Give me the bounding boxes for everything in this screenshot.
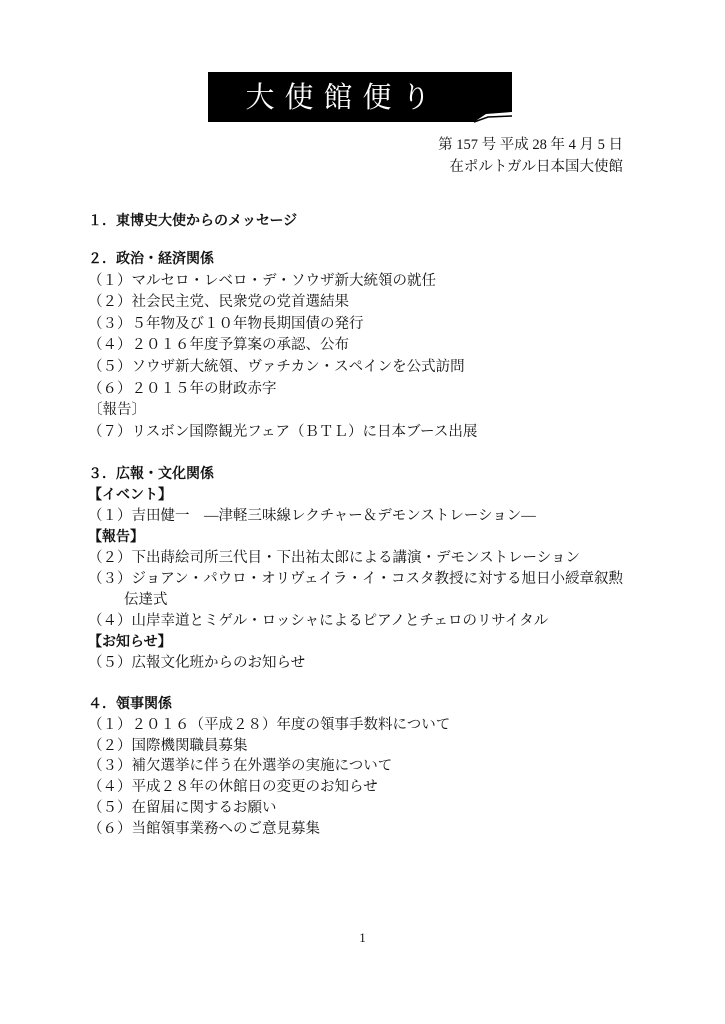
toc-item: 伝達式 <box>124 592 168 608</box>
issue-date: 第 157 号 平成 28 年 4 月 5 日 <box>438 137 623 153</box>
toc-item: （２）国際機関職員募集 <box>88 737 248 754</box>
toc-item: （１）マルセロ・レベロ・デ・ソウザ新大統領の就任 <box>88 272 436 289</box>
section-2 <box>88 249 477 443</box>
toc-item: （４）平成２８年の休館日の変更のお知らせ <box>88 779 378 796</box>
page-number: 1 <box>359 930 366 945</box>
section-heading: ４．領事関係 <box>88 696 172 712</box>
subsection-label: 【お知らせ】 <box>88 634 172 650</box>
toc-item: （６）当館領事業務へのご意見募集 <box>88 820 320 837</box>
toc-item: （１）２０１６（平成２８）年度の領事手数料について <box>88 716 451 733</box>
section-heading: １．東博史大使からのメッセージ <box>88 213 298 229</box>
section-3 <box>88 464 623 674</box>
section-heading: ３．広報・文化関係 <box>88 466 214 482</box>
toc-item: （５）ソウザ新大統領、ヴァチカン・スペインを公式訪問 <box>88 358 465 375</box>
toc-item: （６）２０１５年の財政赤字 <box>88 380 277 397</box>
toc-item: （４）２０１６年度予算案の承認、公布 <box>88 337 349 354</box>
subsection-label: 【イベント】 <box>88 487 172 503</box>
toc-item: （２）社会民主党、民衆党の党首選結果 <box>88 294 349 311</box>
newsletter-title: 大使館便り <box>245 80 441 114</box>
toc-item: （２）下出蒔絵司所三代目・下出祐太郎による講演・デモンストレーション <box>88 550 580 566</box>
toc-item: 〔報告〕 <box>88 402 146 419</box>
newsletter-title-banner <box>208 72 514 124</box>
toc-item: （３）ジョアン・パウロ・オリヴェイラ・イ・コスタ教授に対する旭日小綬章叙勲 <box>88 571 624 587</box>
toc-item: （４）山岸幸道とミゲル・ロッシャによるピアノとチェロのリサイタル <box>88 613 549 629</box>
section-1 <box>88 211 297 233</box>
toc-item: （１）吉田健一 ―津軽三味線レクチャー＆デモンストレーション― <box>88 508 536 524</box>
section-heading: ２．政治・経済関係 <box>88 251 214 267</box>
toc-item: （５）広報文化班からのお知らせ <box>88 655 306 671</box>
publisher: 在ポルトガル日本国大使館 <box>449 159 623 175</box>
issue-info <box>438 134 623 178</box>
toc-item: （３）補欠選挙に伴う在外選挙の実施について <box>88 758 393 775</box>
toc-item: （７）リスボン国際観光フェア（ＢＴＬ）に日本ブース出展 <box>88 423 478 440</box>
subsection-label: 【報告】 <box>88 529 144 545</box>
toc-item: （３）５年物及び１０年物長期国債の発行 <box>88 315 364 332</box>
section-4 <box>88 694 450 840</box>
toc-item: （５）在留届に関するお願い <box>88 799 277 816</box>
